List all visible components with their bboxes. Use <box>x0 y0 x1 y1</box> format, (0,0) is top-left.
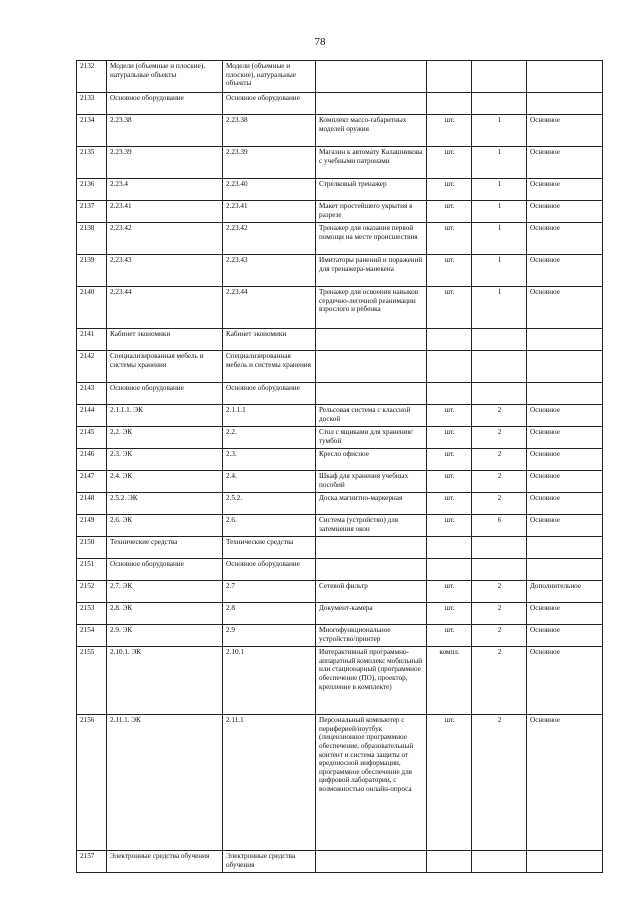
item-name-cell: Имитаторы ранений и поражений для тренажера-манекена <box>316 255 427 287</box>
row-number-cell: 2157 <box>77 851 107 873</box>
unit-cell: шт. <box>427 715 472 851</box>
unit-cell: шт. <box>427 625 472 647</box>
table-row <box>77 179 603 201</box>
section-cell: 2.23.4 <box>107 179 223 201</box>
unit-cell: шт. <box>427 449 472 471</box>
equipment-type-cell: Основное <box>527 493 603 515</box>
unit-cell: шт. <box>427 427 472 449</box>
equipment-type-cell: Основное <box>527 715 603 851</box>
section-cell: Электронные средства обучения <box>107 851 223 873</box>
page-number: 78 <box>314 36 326 48</box>
unit-cell <box>427 383 472 405</box>
table-row <box>77 603 603 625</box>
row-number-cell: 2145 <box>77 427 107 449</box>
quantity-cell: 1 <box>472 223 527 255</box>
row-number-cell: 2148 <box>77 493 107 515</box>
code-cell: 2.23.38 <box>223 115 316 147</box>
unit-cell: шт. <box>427 493 472 515</box>
section-cell: 2.23.38 <box>107 115 223 147</box>
row-number-cell: 2142 <box>77 351 107 383</box>
row-number-cell: 2134 <box>77 115 107 147</box>
code-cell: Основное оборудование <box>223 383 316 405</box>
table-row <box>77 147 603 179</box>
code-cell: 2.5.2. <box>223 493 316 515</box>
quantity-cell: 2 <box>472 471 527 493</box>
code-cell: 2.23.44 <box>223 287 316 329</box>
equipment-type-cell <box>527 61 603 93</box>
unit-cell <box>427 351 472 383</box>
unit-cell <box>427 559 472 581</box>
item-name-cell: Шкаф для хранения учебных пособий <box>316 471 427 493</box>
table-row <box>77 581 603 603</box>
code-cell: Основное оборудование <box>223 93 316 115</box>
table-row <box>77 851 603 873</box>
unit-cell: шт. <box>427 471 472 493</box>
equipment-type-cell: Основное <box>527 147 603 179</box>
section-cell: 2.6. ЭК <box>107 515 223 537</box>
table-row <box>77 287 603 329</box>
table-row <box>77 427 603 449</box>
table-row <box>77 559 603 581</box>
quantity-cell: 6 <box>472 515 527 537</box>
quantity-cell: 2 <box>472 449 527 471</box>
section-cell: 2.11.1. ЭК <box>107 715 223 851</box>
equipment-type-cell: Основное <box>527 625 603 647</box>
table-row <box>77 471 603 493</box>
row-number-cell: 2151 <box>77 559 107 581</box>
item-name-cell: Стрелковый тренажер <box>316 179 427 201</box>
item-name-cell <box>316 93 427 115</box>
table-row <box>77 223 603 255</box>
table-row <box>77 93 603 115</box>
table-row <box>77 625 603 647</box>
item-name-cell: Система (устройство) для затемнения окон <box>316 515 427 537</box>
item-name-cell <box>316 851 427 873</box>
item-name-cell <box>316 559 427 581</box>
equipment-type-cell: Основное <box>527 449 603 471</box>
item-name-cell: Документ-камера <box>316 603 427 625</box>
section-cell: Технические средства <box>107 537 223 559</box>
code-cell: Технические средства <box>223 537 316 559</box>
unit-cell: шт. <box>427 223 472 255</box>
quantity-cell: 2 <box>472 603 527 625</box>
equipment-type-cell <box>527 329 603 351</box>
table-row <box>77 405 603 427</box>
table-row <box>77 329 603 351</box>
quantity-cell: 1 <box>472 201 527 223</box>
item-name-cell: Интерактивный программно-аппаратный комплекс мобильный или стационарный (программное обеспечение (ПО), проектор, крепление в комплекте) <box>316 647 427 715</box>
quantity-cell <box>472 351 527 383</box>
section-cell: 2.2. ЭК <box>107 427 223 449</box>
unit-cell: шт. <box>427 147 472 179</box>
item-name-cell: Магазин к автомату Калашникова с учебными патронами <box>316 147 427 179</box>
row-number-cell: 2143 <box>77 383 107 405</box>
unit-cell <box>427 93 472 115</box>
code-cell: 2.23.42 <box>223 223 316 255</box>
quantity-cell: 2 <box>472 715 527 851</box>
section-cell: 2.23.39 <box>107 147 223 179</box>
quantity-cell <box>472 559 527 581</box>
item-name-cell <box>316 537 427 559</box>
unit-cell: шт. <box>427 603 472 625</box>
code-cell: 2.6. <box>223 515 316 537</box>
section-cell: 2.10.1. ЭК <box>107 647 223 715</box>
section-cell: 2.9. ЭК <box>107 625 223 647</box>
unit-cell: шт. <box>427 179 472 201</box>
unit-cell <box>427 329 472 351</box>
table-row <box>77 449 603 471</box>
row-number-cell: 2136 <box>77 179 107 201</box>
unit-cell: шт. <box>427 287 472 329</box>
equipment-type-cell: Основное <box>527 255 603 287</box>
code-cell: 2.23.41 <box>223 201 316 223</box>
table-row <box>77 351 603 383</box>
row-number-cell: 2150 <box>77 537 107 559</box>
section-cell: Модели (объемные и плоские), натуральные объекты <box>107 61 223 93</box>
code-cell: 2.2. <box>223 427 316 449</box>
table-row <box>77 201 603 223</box>
section-cell: 2.3. ЭК <box>107 449 223 471</box>
equipment-type-cell <box>527 351 603 383</box>
row-number-cell: 2146 <box>77 449 107 471</box>
section-cell: Основное оборудование <box>107 383 223 405</box>
code-cell: 2.23.39 <box>223 147 316 179</box>
row-number-cell: 2154 <box>77 625 107 647</box>
quantity-cell: 1 <box>472 179 527 201</box>
equipment-type-cell <box>527 383 603 405</box>
row-number-cell: 2156 <box>77 715 107 851</box>
code-cell: 2.3. <box>223 449 316 471</box>
equipment-type-cell <box>527 537 603 559</box>
code-cell: Кабинет экономики <box>223 329 316 351</box>
row-number-cell: 2138 <box>77 223 107 255</box>
item-name-cell: Тренажер для оказания первой помощи на месте происшествия <box>316 223 427 255</box>
quantity-cell <box>472 329 527 351</box>
unit-cell: шт. <box>427 515 472 537</box>
item-name-cell: Многофункциональное устройство/принтер <box>316 625 427 647</box>
section-cell: 2.23.44 <box>107 287 223 329</box>
quantity-cell <box>472 851 527 873</box>
unit-cell <box>427 537 472 559</box>
row-number-cell: 2140 <box>77 287 107 329</box>
equipment-type-cell: Дополнительное <box>527 581 603 603</box>
quantity-cell: 2 <box>472 427 527 449</box>
item-name-cell: Тренажер для освоения навыков сердечно-легочной реанимации взрослого и ребенка <box>316 287 427 329</box>
row-number-cell: 2149 <box>77 515 107 537</box>
code-cell: 2.9 <box>223 625 316 647</box>
equipment-type-cell: Основное <box>527 647 603 715</box>
code-cell: 2.10.1 <box>223 647 316 715</box>
code-cell: 2.7 <box>223 581 316 603</box>
row-number-cell: 2135 <box>77 147 107 179</box>
table-row <box>77 515 603 537</box>
code-cell: Модели (объемные и плоские), натуральные объекты <box>223 61 316 93</box>
unit-cell: шт. <box>427 115 472 147</box>
equipment-type-cell: Основное <box>527 287 603 329</box>
code-cell: 2.23.43 <box>223 255 316 287</box>
unit-cell <box>427 851 472 873</box>
item-name-cell: Персональный компьютер с периферией/ноутбук (лицензионное программное обеспечение, образовательный контент и система защиты от вредоносной информации, программное обеспечение для цифровой лаборатории, с возможностью онлайн-опроса <box>316 715 427 851</box>
table-row <box>77 61 603 93</box>
code-cell: 2.11.1 <box>223 715 316 851</box>
equipment-type-cell <box>527 93 603 115</box>
code-cell: Специализированная мебель и системы хранения <box>223 351 316 383</box>
code-cell: Электронные средства обучения <box>223 851 316 873</box>
equipment-type-cell <box>527 851 603 873</box>
unit-cell <box>427 61 472 93</box>
row-number-cell: 2144 <box>77 405 107 427</box>
row-number-cell: 2141 <box>77 329 107 351</box>
quantity-cell: 2 <box>472 581 527 603</box>
row-number-cell: 2139 <box>77 255 107 287</box>
row-number-cell: 2137 <box>77 201 107 223</box>
equipment-type-cell: Основное <box>527 515 603 537</box>
equipment-type-cell: Основное <box>527 201 603 223</box>
item-name-cell: Кресло офисное <box>316 449 427 471</box>
table-row <box>77 537 603 559</box>
code-cell: Основное оборудование <box>223 559 316 581</box>
section-cell: Основное оборудование <box>107 559 223 581</box>
section-cell: 2.23.43 <box>107 255 223 287</box>
equipment-type-cell: Основное <box>527 427 603 449</box>
row-number-cell: 2155 <box>77 647 107 715</box>
section-cell: 2.7. ЭК <box>107 581 223 603</box>
quantity-cell: 1 <box>472 255 527 287</box>
equipment-type-cell: Основное <box>527 603 603 625</box>
quantity-cell: 2 <box>472 493 527 515</box>
item-name-cell <box>316 329 427 351</box>
quantity-cell <box>472 537 527 559</box>
section-cell: 2.23.41 <box>107 201 223 223</box>
row-number-cell: 2133 <box>77 93 107 115</box>
code-cell: 2.1.1.1 <box>223 405 316 427</box>
unit-cell: шт. <box>427 255 472 287</box>
item-name-cell <box>316 351 427 383</box>
item-name-cell: Сетевой фильтр <box>316 581 427 603</box>
section-cell: Кабинет экономики <box>107 329 223 351</box>
section-cell: 2.8. ЭК <box>107 603 223 625</box>
item-name-cell: Рельсовая система с классной доской <box>316 405 427 427</box>
unit-cell: компл. <box>427 647 472 715</box>
item-name-cell: Комплект массо-габаритных моделей оружия <box>316 115 427 147</box>
table-row <box>77 115 603 147</box>
equipment-table <box>76 60 603 873</box>
table-row <box>77 255 603 287</box>
quantity-cell: 1 <box>472 115 527 147</box>
equipment-table-body <box>77 61 603 873</box>
table-row <box>77 493 603 515</box>
section-cell: 2.1.1.1. ЭК <box>107 405 223 427</box>
quantity-cell: 2 <box>472 405 527 427</box>
row-number-cell: 2152 <box>77 581 107 603</box>
item-name-cell: Доска магнитно-маркерная <box>316 493 427 515</box>
row-number-cell: 2147 <box>77 471 107 493</box>
table-row <box>77 715 603 851</box>
code-cell: 2.8 <box>223 603 316 625</box>
code-cell: 2.23.40 <box>223 179 316 201</box>
item-name-cell <box>316 383 427 405</box>
quantity-cell <box>472 93 527 115</box>
quantity-cell: 1 <box>472 147 527 179</box>
section-cell: 2.4. ЭК <box>107 471 223 493</box>
table-row <box>77 647 603 715</box>
quantity-cell <box>472 61 527 93</box>
section-cell: 2.23.42 <box>107 223 223 255</box>
quantity-cell: 1 <box>472 287 527 329</box>
item-name-cell: Макет простейшего укрытия в разрезе <box>316 201 427 223</box>
equipment-type-cell: Основное <box>527 179 603 201</box>
section-cell: Специализированная мебель и системы хранения <box>107 351 223 383</box>
code-cell: 2.4. <box>223 471 316 493</box>
equipment-type-cell: Основное <box>527 223 603 255</box>
section-cell: Основное оборудование <box>107 93 223 115</box>
section-cell: 2.5.2. ЭК <box>107 493 223 515</box>
unit-cell: шт. <box>427 581 472 603</box>
row-number-cell: 2132 <box>77 61 107 93</box>
quantity-cell: 2 <box>472 625 527 647</box>
unit-cell: шт. <box>427 405 472 427</box>
quantity-cell <box>472 383 527 405</box>
row-number-cell: 2153 <box>77 603 107 625</box>
item-name-cell <box>316 61 427 93</box>
equipment-type-cell: Основное <box>527 471 603 493</box>
unit-cell: шт. <box>427 201 472 223</box>
table-row <box>77 383 603 405</box>
equipment-type-cell <box>527 559 603 581</box>
equipment-type-cell: Основное <box>527 115 603 147</box>
quantity-cell: 2 <box>472 647 527 715</box>
equipment-type-cell: Основное <box>527 405 603 427</box>
item-name-cell: Стол с ящиками для хранения/тумбой <box>316 427 427 449</box>
